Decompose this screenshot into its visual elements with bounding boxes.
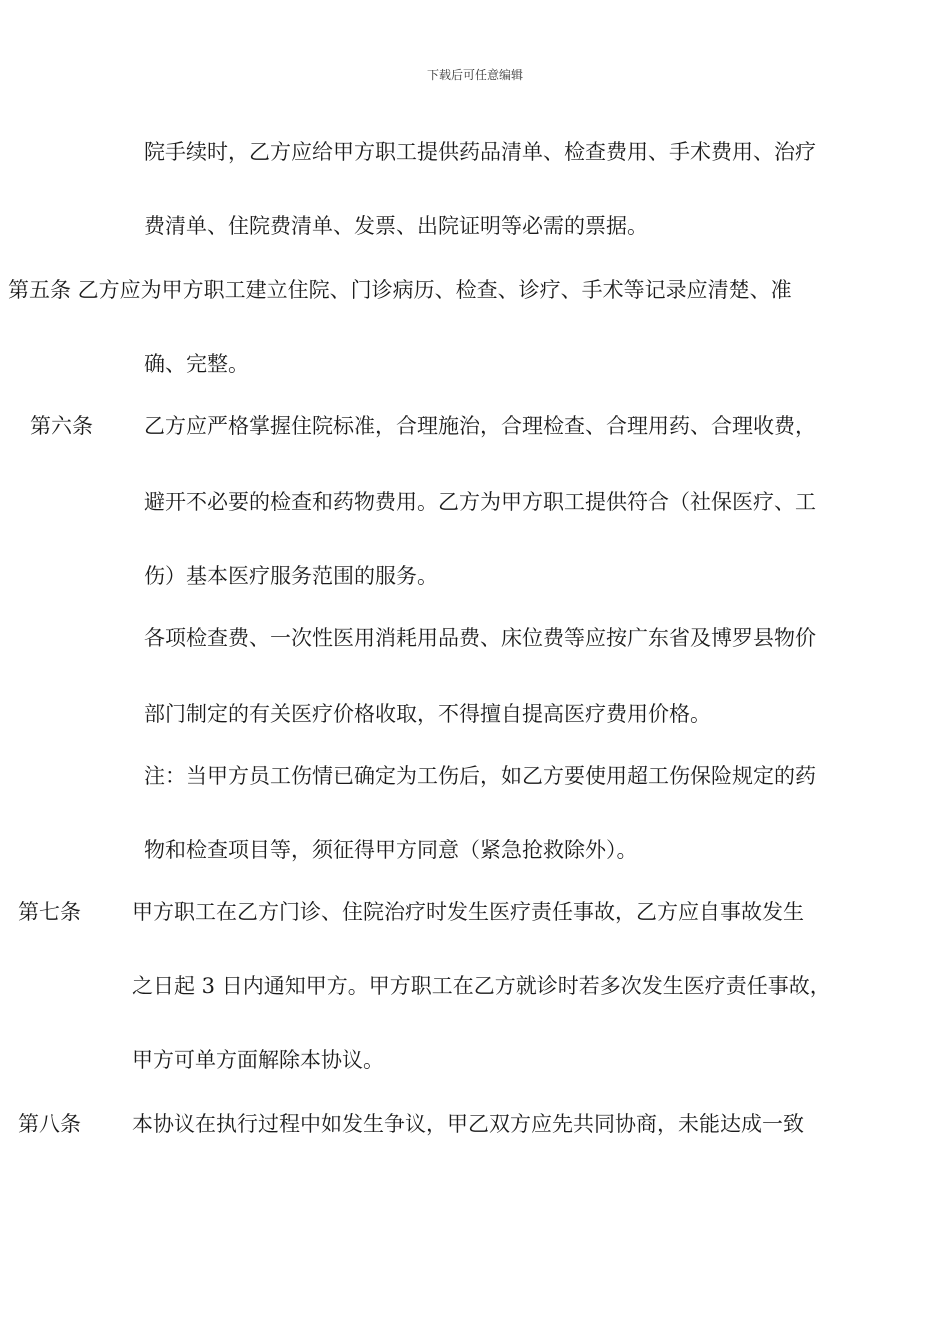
article-6-line-5: 部门制定的有关医疗价格收取，不得擅自提高医疗费用价格。 [144,702,711,726]
article-6-line-3: 伤）基本医疗服务范围的服务。 [144,564,438,588]
article-5-line-1: 第五条 乙方应为甲方职工建立住院、门诊病历、检查、诊疗、手术等记录应清楚、准 [8,278,792,302]
article-6-line-1: 乙方应严格掌握住院标准，合理施治，合理检查、合理用药、合理收费， [144,414,816,438]
article-6-line-2: 避开不必要的检查和药物费用。乙方为甲方职工提供符合（社保医疗、工 [144,490,816,514]
article-8-label: 第八条 [18,1112,81,1136]
page-header: 下载后可任意编辑 [426,68,523,82]
article-7-line-3: 甲方可单方面解除本协议。 [132,1048,384,1072]
article-7-line-1: 甲方职工在乙方门诊、住院治疗时发生医疗责任事故，乙方应自事故发生 [132,900,804,924]
article-8-line-1: 本协议在执行过程中如发生争议，甲乙双方应先共同协商，未能达成一致 [132,1112,804,1136]
note-line-2: 物和检查项目等，须征得甲方同意（紧急抢救除外）。 [144,838,638,862]
text-line-1: 院手续时，乙方应给甲方职工提供药品清单、检查费用、手术费用、治疗 [144,140,816,164]
text-line-2: 费清单、住院费清单、发票、出院证明等必需的票据。 [144,214,648,238]
article-7-label: 第七条 [18,900,81,924]
article-7-line-2: 之日起 3 日内通知甲方。甲方职工在乙方就诊时若多次发生医疗责任事故， [132,974,831,998]
article-6-label: 第六条 [30,414,93,438]
article-6-line-4: 各项检查费、一次性医用消耗用品费、床位费等应按广东省及博罗县物价 [144,626,816,650]
note-line-1: 注：当甲方员工伤情已确定为工伤后，如乙方要使用超工伤保险规定的药 [144,764,816,788]
article-5-line-2: 确、完整。 [144,352,249,376]
